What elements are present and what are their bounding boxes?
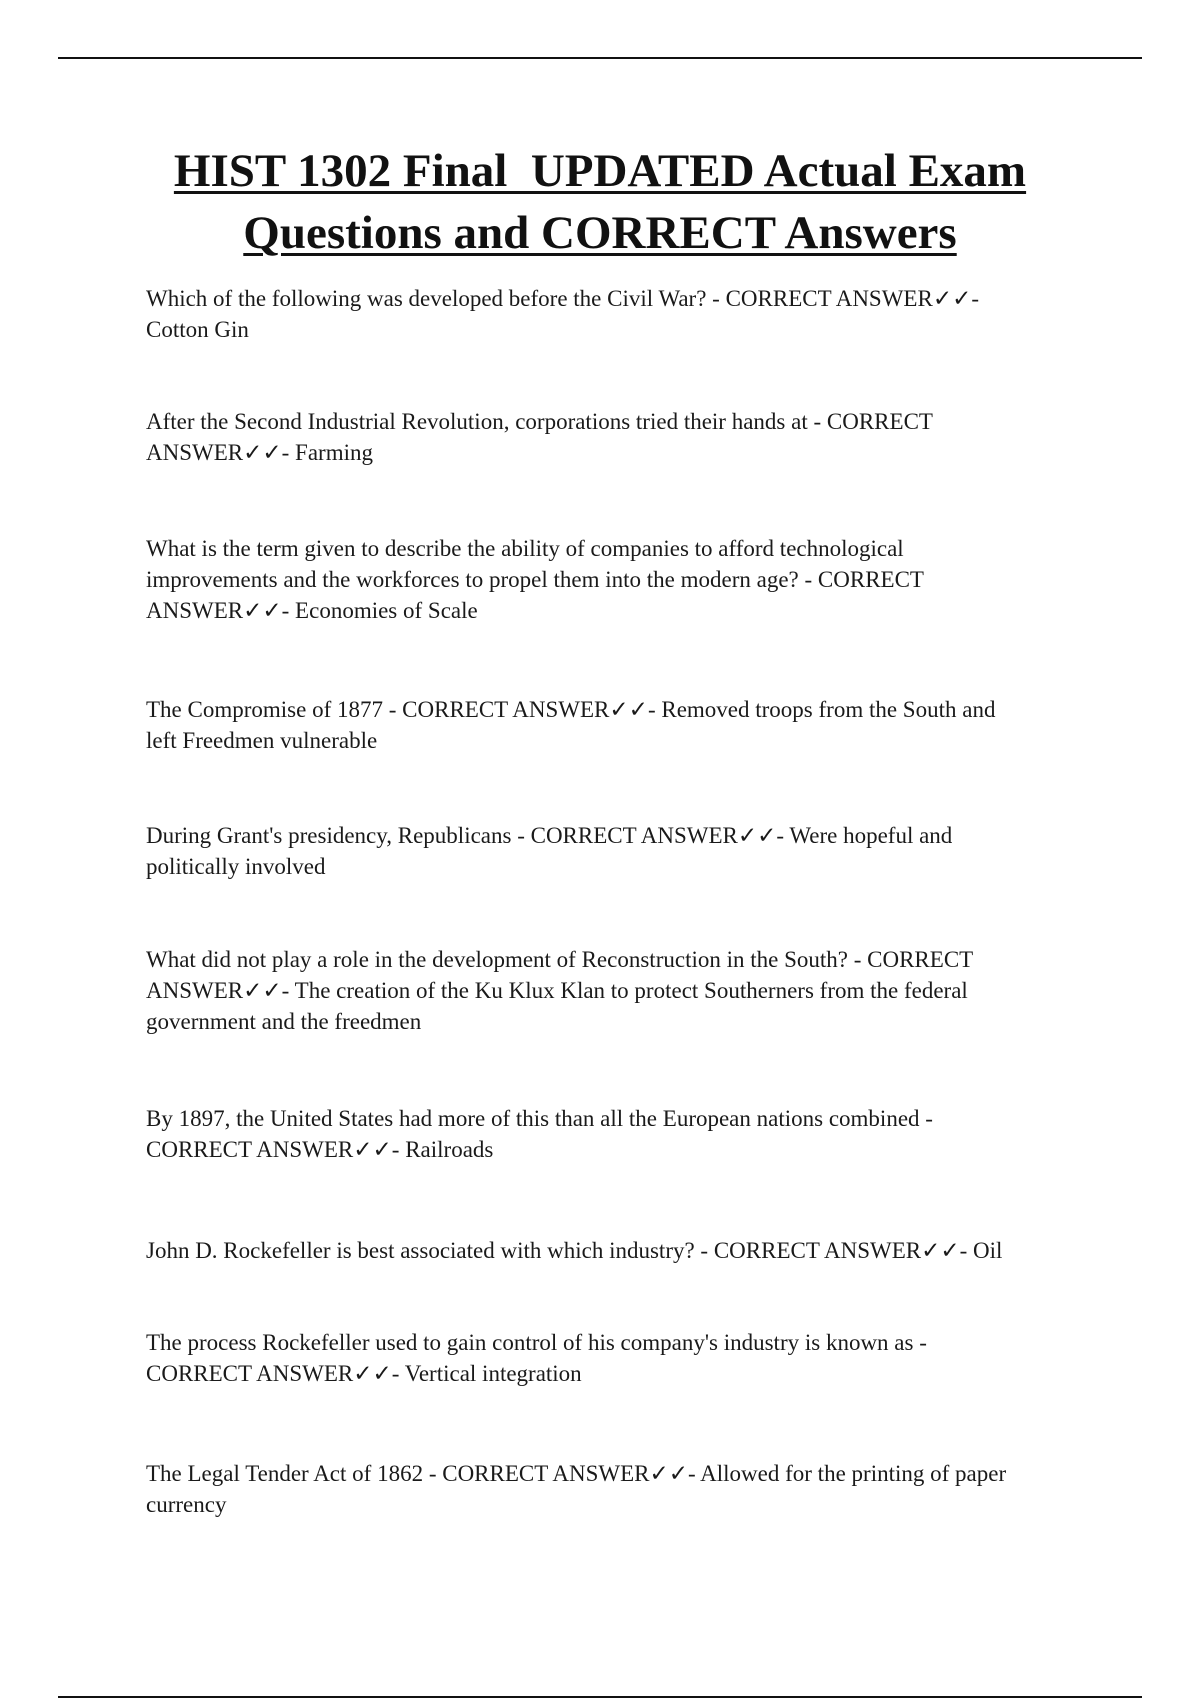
qa-item-6 [146,944,1066,1037]
qa-line: After the Second Industrial Revolution, corporations tried their hands at - CORRECT [146,409,933,434]
qa-line: left Freedmen vulnerable [146,728,378,753]
qa-item-2 [146,406,1066,468]
qa-line: During Grant's presidency, Republicans - CORRECT ANSWER✓✓- Were hopeful and [146,823,953,848]
qa-line: improvements and the workforces to propel them into the modern age? - CORRECT [146,567,924,592]
qa-line: The Legal Tender Act of 1862 - CORRECT ANSWER✓✓- Allowed for the printing of paper [146,1461,1007,1486]
document-title [100,140,1100,264]
qa-item-4 [146,694,1066,756]
qa-item-5 [146,820,1066,882]
qa-line: Which of the following was developed before the Civil War? - CORRECT ANSWER✓✓- [146,286,980,311]
qa-item-1 [146,283,1066,345]
qa-item-10 [146,1458,1066,1520]
qa-line: CORRECT ANSWER✓✓- Vertical integration [146,1361,582,1386]
qa-line: What did not play a role in the development of Reconstruction in the South? - CORRECT [146,947,974,972]
qa-line: government and the freedmen [146,1009,422,1034]
qa-item-9 [146,1327,1066,1389]
qa-line: By 1897, the United States had more of this than all the European nations combined - [146,1106,933,1131]
bottom-rule [58,1696,1142,1698]
qa-item-3 [146,533,1066,626]
qa-line: politically involved [146,854,326,879]
qa-line: ANSWER✓✓- Economies of Scale [146,598,478,623]
qa-line: What is the term given to describe the ability of companies to afford technological [146,536,904,561]
qa-line: CORRECT ANSWER✓✓- Railroads [146,1137,494,1162]
qa-line: ANSWER✓✓- Farming [146,440,374,465]
top-rule [58,57,1142,59]
qa-line: The process Rockefeller used to gain control of his company's industry is known as - [146,1330,927,1355]
qa-item-8 [146,1235,1066,1266]
qa-line: currency [146,1492,227,1517]
qa-line: Cotton Gin [146,317,249,342]
qa-line: John D. Rockefeller is best associated with which industry? - CORRECT ANSWER✓✓- Oil [146,1238,1003,1263]
title-line-1: HIST 1302 Final UPDATED Actual Exam [173,145,1027,197]
qa-line: The Compromise of 1877 - CORRECT ANSWER✓✓- Removed troops from the South and [146,697,996,722]
qa-line: ANSWER✓✓- The creation of the Ku Klux Klan to protect Southerners from the federal [146,978,968,1003]
qa-item-7 [146,1103,1066,1165]
title-line-2: Questions and CORRECT Answers [243,207,957,259]
